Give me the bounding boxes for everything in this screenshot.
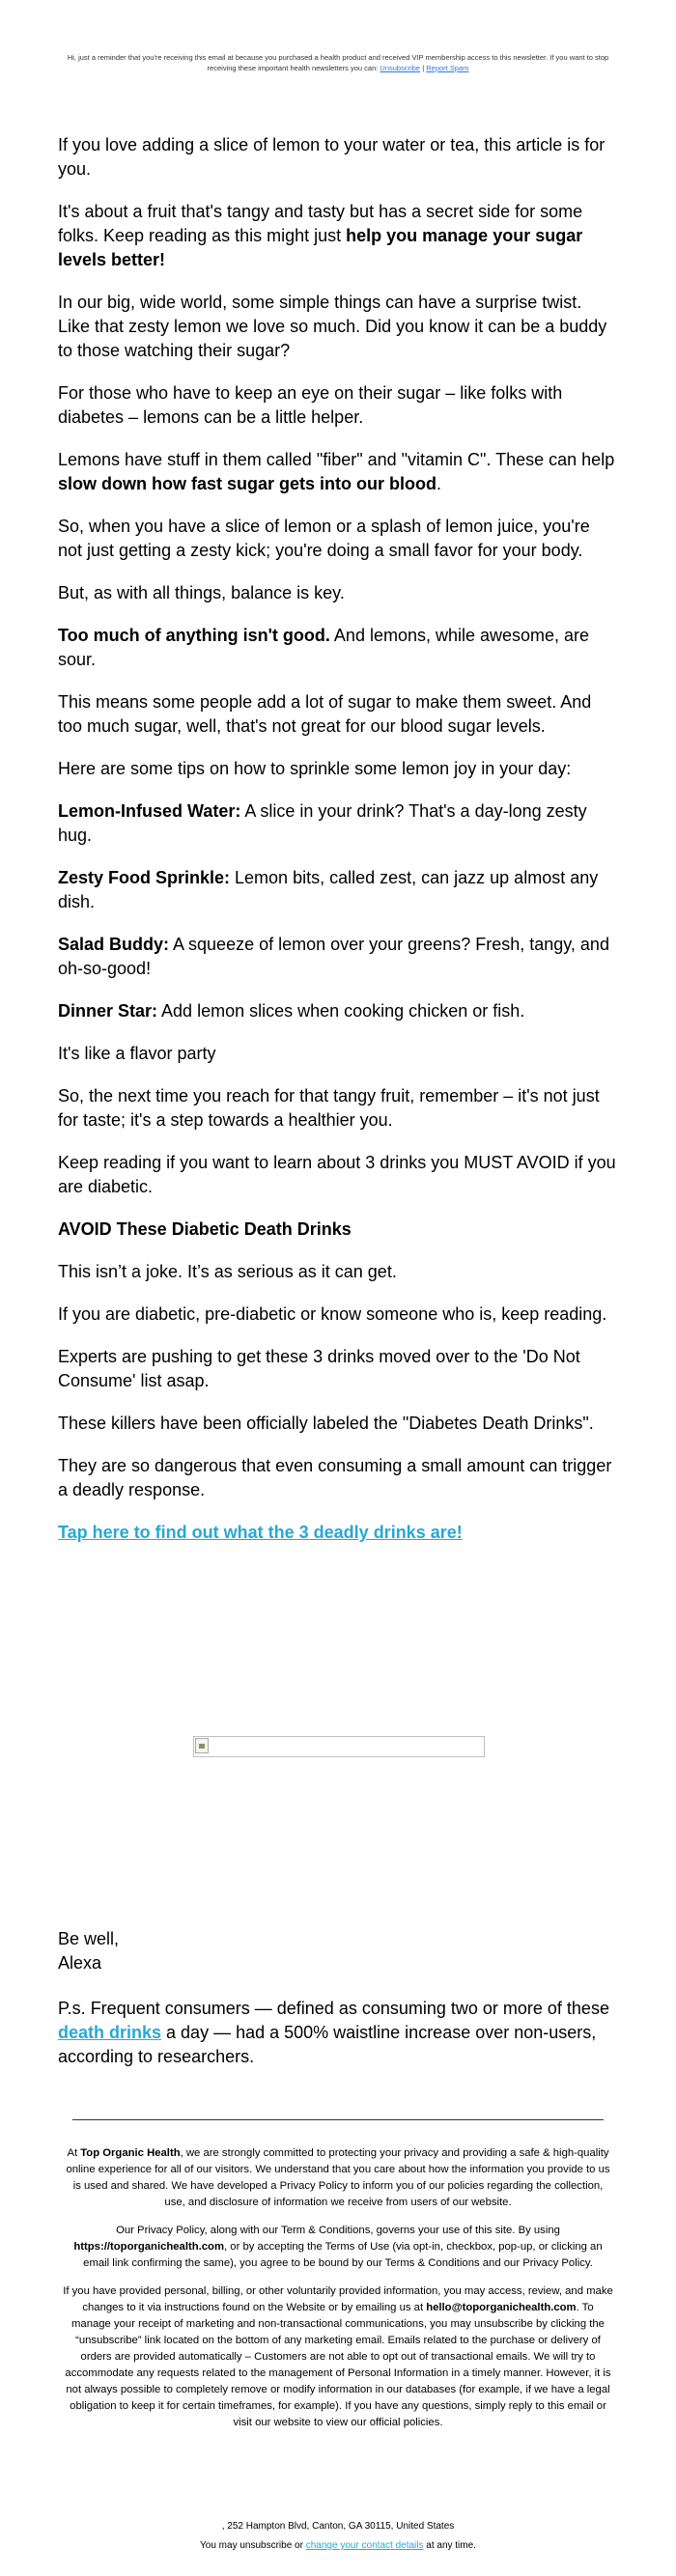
- paragraph-15: If you are diabetic, pre-diabetic or know someone who is, keep reading.: [58, 1304, 607, 1324]
- tip-text: Add lemon slices when cooking chicken or fish.: [157, 1001, 525, 1021]
- bold-highlight: help you manage your sugar levels better!: [58, 226, 583, 269]
- paragraph-10: Here are some tips on how to sprinkle some lemon joy in your day:: [58, 759, 572, 778]
- preheader: [58, 52, 618, 73]
- contact-email: hello@toporganichealth.com: [426, 2302, 577, 2313]
- paragraph-11: It's like a flavor party: [58, 1044, 216, 1063]
- tip-item: [58, 933, 618, 981]
- article-body: [58, 133, 618, 1563]
- paragraph-5: Lemons have stuff in them called "fiber" and "vitamin C". These can help slow down how fast sugar gets into our blood.: [58, 450, 615, 493]
- footer-bottom: [58, 2517, 618, 2556]
- section-heading: AVOID These Diabetic Death Drinks: [58, 1219, 352, 1239]
- brand-name: Top Organic Health: [80, 2147, 181, 2159]
- tip-title: Zesty Food Sprinkle:: [58, 868, 231, 887]
- tip-title: Dinner Star:: [58, 1001, 158, 1021]
- site-url: https://toporganichealth.com: [73, 2241, 225, 2253]
- tip-item: [58, 866, 618, 914]
- paragraph-9: This means some people add a lot of sugar to make them sweet. And too much sugar, well, that's not great for our blood sugar levels.: [58, 692, 592, 736]
- cta-paragraph: [58, 1521, 618, 1545]
- tip-item: [58, 799, 618, 848]
- cta-link[interactable]: Tap here to find out what the 3 deadly drinks are!: [58, 1523, 463, 1542]
- tip-title: Lemon-Infused Water:: [58, 801, 241, 821]
- paragraph-6: So, when you have a slice of lemon or a splash of lemon juice, you're not just getting a zesty kick; you're doing a small favor for your body.: [58, 517, 590, 560]
- change-contact-details-link[interactable]: change your contact details: [305, 2540, 424, 2551]
- preheader-text: Hi, just a reminder that you're receiving this email at because you purchased a health product and received VIP membership access to this newsletter. If you want to stop receiving these important health newsletters you can:: [67, 53, 609, 72]
- tip-text: A slice in your drink? That's a day-long zesty hug.: [58, 801, 587, 845]
- signoff-greeting: Be well,: [58, 1929, 120, 1948]
- mailing-address: , 252 Hampton Blvd, Canton, GA 30115, United States: [221, 2521, 455, 2532]
- tip-text: A squeeze of lemon over your greens? Fresh, tangy, and oh-so-good!: [58, 935, 609, 978]
- broken-image-icon: [195, 1738, 209, 1753]
- signoff-name: Alexa: [58, 1953, 102, 1973]
- footer-legal: [63, 2145, 613, 2443]
- preheader-separator: |: [420, 64, 427, 72]
- unsubscribe-link[interactable]: Unsubscribe: [380, 64, 421, 72]
- paragraph-17: These killers have been officially labeled the "Diabetes Death Drinks".: [58, 1414, 594, 1433]
- bold-highlight: slow down how fast sugar gets into our blood: [58, 474, 437, 493]
- paragraph-3: In our big, wide world, some simple things can have a surprise twist. Like that zesty lemon we love so much. Did you know it can be a buddy to those watching their sugar?: [58, 293, 607, 360]
- footer-paragraph-terms: Our Privacy Policy, along with our Term & Conditions, governs your use of this site. By using https://toporganichealth.com, or by accepting the Terms of Use (via opt-in, checkbox, pop-up, or clicking an email link confirming the same), you agree to be bound by our Terms & Conditions and our Privacy Policy.: [73, 2225, 603, 2269]
- paragraph-4: For those who have to keep an eye on their sugar – like folks with diabetes – lemons can be a little helper.: [58, 383, 563, 427]
- broken-image-banner[interactable]: [193, 1736, 485, 1757]
- paragraph-18: They are so dangerous that even consuming a small amount can trigger a deadly response.: [58, 1456, 612, 1499]
- death-drinks-link[interactable]: death drinks: [58, 2023, 162, 2042]
- signoff: [58, 1927, 618, 1975]
- paragraph-13: Keep reading if you want to learn about 3 drinks you MUST AVOID if you are diabetic.: [58, 1153, 616, 1196]
- paragraph-16: Experts are pushing to get these 3 drinks moved over to the 'Do Not Consume' list asap.: [58, 1347, 580, 1390]
- paragraph-14: This isn’t a joke. It’s as serious as it can get.: [58, 1262, 397, 1281]
- paragraph-8: Too much of anything isn't good. And lemons, while awesome, are sour.: [58, 626, 590, 669]
- footer-paragraph-privacy: At Top Organic Health, we are strongly committed to protecting your privacy and providing a safe & high-quality online experience for all of our visitors. We understand that you care about how the information you provide to us is used and shared. We have developed a Privacy Policy to inform you of our policies regarding the collection, use, and disclosure of information we receive from users of our website.: [66, 2147, 610, 2208]
- footer-divider: [72, 2119, 604, 2120]
- postscript: P.s. Frequent consumers — defined as consuming two or more of these death drinks a day — had a 500% waistline increase over non-users, according to researchers.: [58, 1999, 609, 2066]
- bold-highlight: Too much of anything isn't good.: [58, 626, 330, 645]
- footer-paragraph-info: If you have provided personal, billing, or other voluntarily provided information, you may access, review, and make changes to it via instructions found on the Website or by emailing us at hello@toporganichealth.com. To manage your receipt of marketing and non-transactional communications, you may unsubscribe by clicking the “unsubscribe” link located on the bottom of any marketing email. Emails related to the purchase or delivery of orders are provided automatically – Customers are not able to opt out of transactional emails. We will try to accommodate any requests related to the management of Personal Information in a timely manner. However, it is not always possible to completely remove or modify information in our databases (for example, if we have a legal obligation to keep it for certain timeframes, for example). If you have any questions, simply reply to this email or visit our website to view our official policies.: [63, 2285, 613, 2428]
- report-spam-link[interactable]: Report Spam: [426, 64, 469, 72]
- paragraph-12: So, the next time you reach for that tangy fruit, remember – it's not just for taste; it's a step towards a healthier you.: [58, 1086, 600, 1130]
- paragraph-7: But, as with all things, balance is key.: [58, 583, 345, 602]
- tip-title: Salad Buddy:: [58, 935, 170, 954]
- paragraph-2: It's about a fruit that's tangy and tasty but has a secret side for some folks. Keep reading as this might just help you manage your sugar levels better!: [58, 202, 583, 269]
- tip-text: Lemon bits, called zest, can jazz up almost any dish.: [58, 868, 599, 911]
- paragraph-intro: If you love adding a slice of lemon to your water or tea, this article is for you.: [58, 135, 606, 179]
- unsubscribe-line: You may unsubscribe or change your contact details at any time.: [200, 2540, 476, 2551]
- tip-item: [58, 999, 618, 1023]
